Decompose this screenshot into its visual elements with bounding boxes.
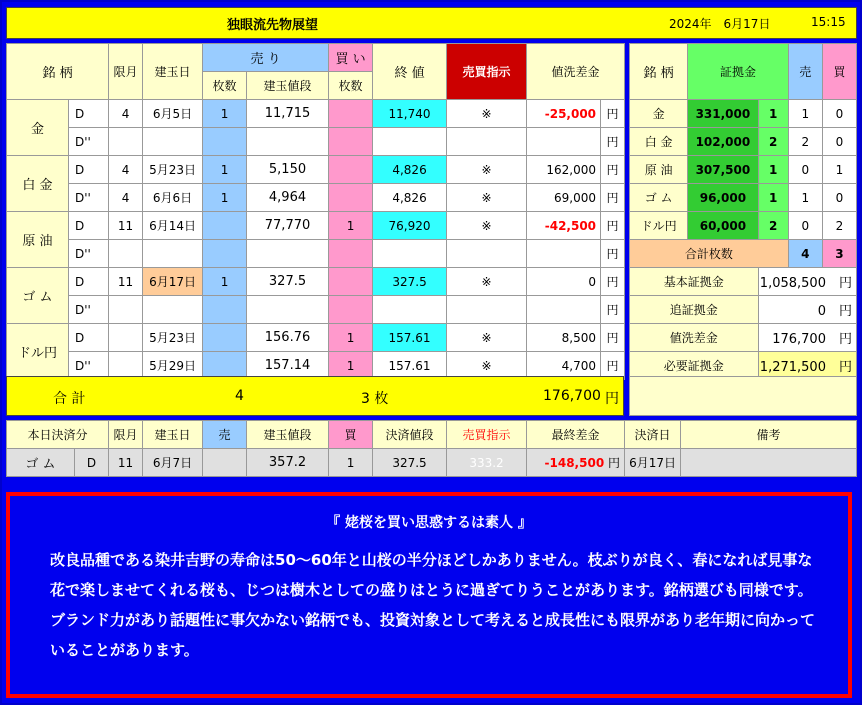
row-close: 327.5 <box>373 268 447 296</box>
row-instr: ※ <box>447 268 527 296</box>
side-amount: 102,000 <box>688 128 758 156</box>
settle-kdate: 6月17日 <box>625 449 681 477</box>
row-type: D'' <box>69 184 109 212</box>
row-instr: ※ <box>447 212 527 240</box>
row-month: 4 <box>109 156 143 184</box>
row-diff: 0 <box>527 268 601 296</box>
row-diff: 8,500 <box>527 324 601 352</box>
row-close: 4,826 <box>373 156 447 184</box>
summary-value: 176,700 <box>772 332 826 347</box>
row-month: 4 <box>109 184 143 212</box>
table-row <box>7 240 625 268</box>
summary-value-cell <box>758 268 856 296</box>
settle-header-gengetsu: 限月 <box>109 421 143 449</box>
header-kai: 買 い <box>329 44 373 72</box>
side-n: 2 <box>758 128 788 156</box>
header-nearai-sakin: 値洗差金 <box>527 44 625 100</box>
row-unit: 円 <box>601 324 625 352</box>
row-instr: ※ <box>447 156 527 184</box>
row-unit: 円 <box>601 352 625 380</box>
row-diff <box>527 128 601 156</box>
table-row <box>7 100 625 128</box>
settle-header-biko: 備考 <box>681 421 857 449</box>
row-date: 5月23日 <box>143 156 203 184</box>
total-diff: 176,700 <box>543 388 601 404</box>
settle-header-kessai-nedan: 決済値段 <box>373 421 447 449</box>
settle-header-uri: 売 <box>203 421 247 449</box>
side-amount: 307,500 <box>688 156 758 184</box>
row-type: D'' <box>69 128 109 156</box>
row-price: 157.14 <box>247 352 329 380</box>
row-date <box>143 240 203 268</box>
commodity-name: ゴ ム <box>7 268 69 324</box>
list-item <box>630 212 857 240</box>
row-month: 11 <box>109 268 143 296</box>
total-sell: 4 <box>235 388 244 404</box>
row-type: D'' <box>69 296 109 324</box>
side-name: 白 金 <box>630 128 688 156</box>
header-maisu-sell: 枚数 <box>203 72 247 100</box>
message-panel <box>6 492 852 698</box>
settle-price: 357.2 <box>247 449 329 477</box>
title-bar <box>6 7 857 39</box>
side-name: ドル円 <box>630 212 688 240</box>
side-n: 1 <box>758 156 788 184</box>
row-unit: 円 <box>601 268 625 296</box>
row-buy <box>329 240 373 268</box>
summary-value: 1,058,500 <box>759 276 826 291</box>
row-unit: 円 <box>601 128 625 156</box>
row-price <box>247 296 329 324</box>
table-row <box>7 296 625 324</box>
row-instr: ※ <box>447 184 527 212</box>
row-price: 5,150 <box>247 156 329 184</box>
settle-date: 6月7日 <box>143 449 203 477</box>
table-row <box>7 128 625 156</box>
table-row <box>7 212 625 240</box>
list-item <box>630 156 857 184</box>
row-diff <box>527 240 601 268</box>
row-instr <box>447 240 527 268</box>
row-unit: 円 <box>601 240 625 268</box>
message-title: 『 姥桜を買い思惑するは素人 』 <box>326 515 532 531</box>
row-date <box>143 128 203 156</box>
list-item <box>630 100 857 128</box>
row-close: 157.61 <box>373 324 447 352</box>
row-price: 4,964 <box>247 184 329 212</box>
side-total-label: 合計枚数 <box>630 240 789 268</box>
settle-month: 11 <box>109 449 143 477</box>
row-price: 77,770 <box>247 212 329 240</box>
settle-sell <box>203 449 247 477</box>
settle-header-honjitsu: 本日決済分 <box>7 421 109 449</box>
total-unit: 円 <box>605 391 619 407</box>
commodity-name: 金 <box>7 100 69 156</box>
row-month: 11 <box>109 212 143 240</box>
row-close <box>373 128 447 156</box>
row-unit: 円 <box>601 296 625 324</box>
settle-diff-cell <box>527 449 625 477</box>
side-header-kai: 買 <box>822 44 856 100</box>
row-type: D <box>69 212 109 240</box>
row-date: 6月6日 <box>143 184 203 212</box>
side-buy: 0 <box>822 184 856 212</box>
side-sell: 1 <box>788 100 822 128</box>
row-date <box>143 296 203 324</box>
side-amount: 96,000 <box>688 184 758 212</box>
row-date: 5月23日 <box>143 324 203 352</box>
row-instr <box>447 296 527 324</box>
row-month <box>109 324 143 352</box>
summary-value-cell <box>758 296 856 324</box>
settle-biko <box>681 449 857 477</box>
row-month <box>109 240 143 268</box>
side-header-meigara: 銘 柄 <box>630 44 688 100</box>
summary-label: 追証拠金 <box>630 296 759 324</box>
header-maisu-buy: 枚数 <box>329 72 373 100</box>
row-diff: -25,000 <box>527 100 601 128</box>
row-buy <box>329 156 373 184</box>
row-unit: 円 <box>601 212 625 240</box>
row-month <box>109 296 143 324</box>
row-instr: ※ <box>447 100 527 128</box>
header-baibai-shiji: 売買指示 <box>447 44 527 100</box>
row-price: 156.76 <box>247 324 329 352</box>
row-buy: 1 <box>329 324 373 352</box>
side-n: 1 <box>758 184 788 212</box>
row-type: D <box>69 268 109 296</box>
table-row <box>7 184 625 212</box>
row-sell <box>203 128 247 156</box>
row-close: 76,920 <box>373 212 447 240</box>
summary-label: 必要証拠金 <box>630 352 759 380</box>
list-item <box>630 128 857 156</box>
page-title: 独眼流先物展望 <box>227 18 319 33</box>
row-buy <box>329 100 373 128</box>
side-sell: 0 <box>788 156 822 184</box>
message-body: 改良品種である染井吉野の寿命は50～60年と山桜の半分ほどしかありません。枝ぶりが良く、春になれば見事な花で楽しませてくれる桜も、じつは樹木としての盛りはとうに過ぎてりうことがあります。銘柄選びも同様です。ブランド力があり話題性に事欠かない銘柄でも、投資対象として考えると成長性にも限界があり老年期に向かっていることがあります。 <box>50 551 816 659</box>
row-buy <box>329 128 373 156</box>
row-sell: 1 <box>203 156 247 184</box>
list-item <box>630 184 857 212</box>
side-amount: 331,000 <box>688 100 758 128</box>
total-label: 合 計 <box>53 391 86 407</box>
settle-unit: 円 <box>608 456 621 470</box>
settle-instr: 333.2 <box>447 449 527 477</box>
positions-table <box>6 43 625 380</box>
header-owarine: 終 値 <box>373 44 447 100</box>
margin-table <box>629 43 857 380</box>
row-buy <box>329 184 373 212</box>
row-month: 4 <box>109 100 143 128</box>
row-date: 5月29日 <box>143 352 203 380</box>
row-diff: 162,000 <box>527 156 601 184</box>
row-sell: 1 <box>203 184 247 212</box>
commodity-name: ドル円 <box>7 324 69 380</box>
settle-header-tateyoku-nedan: 建玉値段 <box>247 421 329 449</box>
side-n: 1 <box>758 100 788 128</box>
row-buy: 1 <box>329 352 373 380</box>
table-row <box>7 324 625 352</box>
row-type: D <box>69 324 109 352</box>
side-amount: 60,000 <box>688 212 758 240</box>
row-close <box>373 240 447 268</box>
summary-label: 値洗差金 <box>630 324 759 352</box>
row-unit: 円 <box>601 156 625 184</box>
row-buy <box>329 296 373 324</box>
side-buy: 2 <box>822 212 856 240</box>
summary-row <box>630 296 857 324</box>
row-month <box>109 128 143 156</box>
total-buy: 3 枚 <box>361 391 389 407</box>
row-diff: -42,500 <box>527 212 601 240</box>
commodity-name: 原 油 <box>7 212 69 268</box>
row-instr: ※ <box>447 352 527 380</box>
summary-unit: 円 <box>838 276 852 291</box>
row-close: 157.61 <box>373 352 447 380</box>
header-uri: 売 り <box>203 44 329 72</box>
table-row <box>7 156 625 184</box>
settle-type: D <box>75 449 109 477</box>
side-n: 2 <box>758 212 788 240</box>
side-buy: 0 <box>822 100 856 128</box>
row-price: 327.5 <box>247 268 329 296</box>
row-sell: 1 <box>203 268 247 296</box>
side-header-shokokin: 証拠金 <box>688 44 788 100</box>
settle-name: ゴ ム <box>7 449 75 477</box>
row-date: 6月14日 <box>143 212 203 240</box>
settlement-table <box>6 420 857 477</box>
commodity-name: 白 金 <box>7 156 69 212</box>
side-sell: 1 <box>788 184 822 212</box>
header-tateyoku-nedan: 建玉値段 <box>247 72 329 100</box>
side-buy: 0 <box>822 128 856 156</box>
summary-unit: 円 <box>838 332 852 347</box>
summary-unit: 円 <box>838 360 852 375</box>
row-close: 4,826 <box>373 184 447 212</box>
row-type: D <box>69 156 109 184</box>
header-tateyobi: 建玉日 <box>143 44 203 100</box>
side-header-uri: 売 <box>788 44 822 100</box>
row-price <box>247 128 329 156</box>
row-sell <box>203 324 247 352</box>
settle-header-kai: 買 <box>329 421 373 449</box>
side-total-sell: 4 <box>788 240 822 268</box>
summary-row <box>630 268 857 296</box>
summary-value: 0 <box>817 304 826 319</box>
side-name: 金 <box>630 100 688 128</box>
row-sell <box>203 240 247 268</box>
row-unit: 円 <box>601 100 625 128</box>
row-instr: ※ <box>447 324 527 352</box>
side-total-buy: 3 <box>822 240 856 268</box>
row-diff <box>527 296 601 324</box>
row-date: 6月17日 <box>143 268 203 296</box>
header-gengetsu: 限月 <box>109 44 143 100</box>
total-bar <box>6 376 624 416</box>
settle-header-saishu-sakin: 最終差金 <box>527 421 625 449</box>
margin-footer <box>629 376 857 416</box>
row-type: D'' <box>69 240 109 268</box>
row-price <box>247 240 329 268</box>
side-sell: 0 <box>788 212 822 240</box>
side-name: ゴ ム <box>630 184 688 212</box>
table-row <box>7 268 625 296</box>
row-sell <box>203 296 247 324</box>
header-date: 2024年 6月17日 <box>669 17 771 31</box>
settle-kessai: 327.5 <box>373 449 447 477</box>
settle-diff: -148,500 <box>544 456 605 470</box>
settle-header-tateyobi: 建玉日 <box>143 421 203 449</box>
row-diff: 69,000 <box>527 184 601 212</box>
row-close: 11,740 <box>373 100 447 128</box>
side-name: 原 油 <box>630 156 688 184</box>
row-close <box>373 296 447 324</box>
row-diff: 4,700 <box>527 352 601 380</box>
side-sell: 2 <box>788 128 822 156</box>
settle-buy: 1 <box>329 449 373 477</box>
settle-header-baibai-shiji: 売買指示 <box>447 421 527 449</box>
row-type: D'' <box>69 352 109 380</box>
summary-value: 1,271,500 <box>759 360 826 375</box>
row-buy <box>329 268 373 296</box>
summary-label: 基本証拠金 <box>630 268 759 296</box>
row-date: 6月5日 <box>143 100 203 128</box>
row-instr <box>447 128 527 156</box>
summary-row <box>630 324 857 352</box>
row-buy: 1 <box>329 212 373 240</box>
row-sell: 1 <box>203 100 247 128</box>
row-price: 11,715 <box>247 100 329 128</box>
row-type: D <box>69 100 109 128</box>
row-sell <box>203 212 247 240</box>
header-meigara: 銘 柄 <box>7 44 109 100</box>
header-time: 15:15 <box>811 15 846 29</box>
row-unit: 円 <box>601 184 625 212</box>
summary-value-cell <box>758 324 856 352</box>
settle-header-kessaibi: 決済日 <box>625 421 681 449</box>
side-buy: 1 <box>822 156 856 184</box>
summary-unit: 円 <box>838 304 852 319</box>
